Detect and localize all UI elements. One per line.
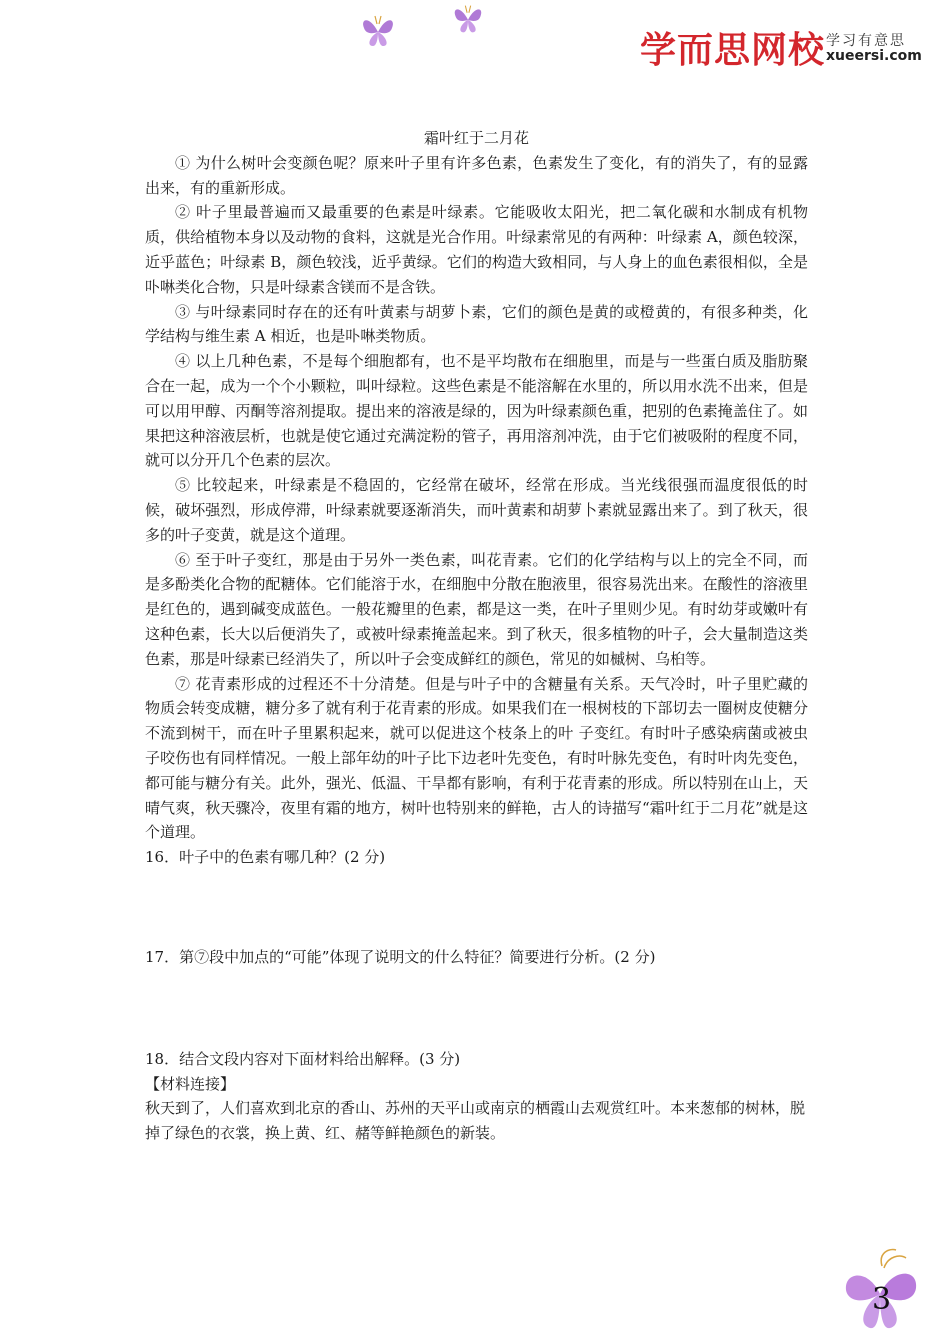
paragraph-3: ③ 与叶绿素同时存在的还有叶黄素与胡萝卜素，它们的颜色是黄的或橙黄的，有很多种类，化学结构与维生素 A 相近，也是卟啉类物质。 (145, 302, 808, 346)
paragraph-4: ④ 以上几种色素，不是每个细胞都有，也不是平均散布在细胞里，而是与一些蛋白质及脂肪聚合在一起，成为一个个小颗粒，叫叶绿粒。这些色素是不能溶解在水里的，所以用水洗不出来，但是可以用甲醇、丙酮等溶剂提取。提出来的溶液是绿的，因为叶绿素颜色重，把别的色素掩盖住了。如果把这种溶液层析，也就是使它通过充满淀粉的管子，再用溶剂冲洗，由于它们被吸附的程度不同，就可以分开几个色素的层次。 (145, 352, 808, 470)
paragraph-1: ① 为什么树叶会变颜色呢？原来叶子里有许多色素，色素发生了变化，有的消失了，有的显露出来，有的重新形成。 (145, 153, 808, 197)
material-text: 秋天到了，人们喜欢到北京的香山、苏州的天平山或南京的栖霞山去观赏红叶。本来葱郁的树林，脱掉了绿色的衣裳，换上黄、红、赭等鲜艳颜色的新装。 (145, 1099, 806, 1143)
paragraph-5: ⑤ 比较起来，叶绿素是不稳固的，它经常在破坏，经常在形成。当光线很强而温度很低的时候，破坏强烈，形成停滞，叶绿素就要逐渐消失，而叶黄素和胡萝卜素就显露出来了。到了秋天，很多的叶子变黄，就是这个道理。 (145, 476, 808, 544)
brand-name: 学而思网校 (640, 30, 826, 71)
article-title: 霜叶红于二月花 (423, 129, 529, 147)
paragraph-2: ② 叶子里最普遍而又最重要的色素是叶绿素。它能吸收太阳光，把二氧化碳和水制成有机物质，供给植物本身以及动物的食料，这就是光合作用。叶绿素常见的有两种：叶绿素 A，颜色较深，近乎蓝色；叶绿素 B，颜色较浅，近乎黄绿。它们的构造大致相同，与人身上的血色素很相似，全是卟啉类化合物，只是叶绿素含镁而不是含铁。 (145, 203, 808, 296)
butterfly-icon (360, 12, 396, 50)
answer-space-16 (145, 870, 808, 945)
brand-url: xueersi.com (826, 48, 922, 64)
butterfly-icon (452, 2, 484, 36)
document-body (145, 126, 808, 1146)
question-18: 18．结合文段内容对下面材料给出解释。(3 分) (145, 1049, 461, 1068)
brand-slogan: 学习有意思 (826, 33, 906, 49)
page-number: 3 (872, 1282, 892, 1317)
question-17: 17．第⑦段中加点的“可能”体现了说明文的什么特征？简要进行分析。(2 分) (145, 947, 656, 966)
paragraph-7: ⑦ 花青素形成的过程还不十分清楚。但是与叶子中的含糖量有关系。天气冷时，叶子里贮藏的物质会转变成糖，糖分多了就有利于花青素的形成。如果我们在一根树枝的下部切去一圈树皮使糖分不流到树干，而在叶子里累积起来，就可以促进这个枝条上的叶 子变红。有时叶子感染病菌或被虫子咬伤也有同样情况。一般上部年幼的叶子比下边老叶先变色，有时叶脉先变色，有时叶肉先变色，都可能与糖分有关。此外，强光、低温、干旱都有影响，有利于花青素的形成。所以特别在山上，天晴气爽，秋天骤冷，夜里有霜的地方，树叶也特别来的鲜艳，古人的诗描写“霜叶红于二月花”就是这个道理。 (145, 674, 808, 842)
brand-logo (640, 22, 930, 72)
paragraph-6: ⑥ 至于叶子变红，那是由于另外一类色素，叫花青素。它们的化学结构与以上的完全不同，而是多酚类化合物的配糖体。它们能溶于水，在细胞中分散在胞液里，很容易洗出来。在酸性的溶液里是红色的，遇到碱变成蓝色。一般花瓣里的色素，都是这一类，在叶子里则少见。有时幼芽或嫩叶有这种色素，长大以后便消失了，或被叶绿素掩盖起来。到了秋天，很多植物的叶子，会大量制造这类色素，那是叶绿素已经消失了，所以叶子会变成鲜红的颜色，常见的如槭树、乌桕等。 (145, 550, 808, 668)
material-label: 【材料连接】 (145, 1074, 236, 1093)
answer-space-17 (145, 970, 808, 1047)
question-16: 16．叶子中的色素有哪几种？(2 分) (145, 848, 386, 867)
